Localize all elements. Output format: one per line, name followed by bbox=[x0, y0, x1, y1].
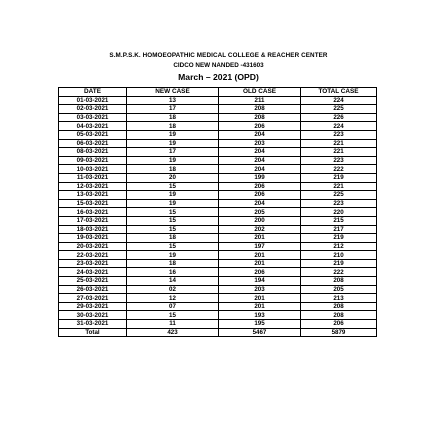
cell-new-case: 17 bbox=[127, 105, 219, 114]
cell-old-case: 193 bbox=[219, 311, 301, 320]
cell-total-case: 208 bbox=[301, 302, 377, 311]
table-total-row bbox=[59, 328, 377, 337]
table-body bbox=[59, 96, 377, 337]
cell-total-case: 223 bbox=[301, 199, 377, 208]
cell-new-case: 19 bbox=[127, 139, 219, 148]
cell-total-case: 224 bbox=[301, 122, 377, 131]
cell-date: 04-03-2021 bbox=[59, 122, 127, 131]
cell-old-case: 203 bbox=[219, 285, 301, 294]
cell-old-case: 201 bbox=[219, 294, 301, 303]
cell-total-case: 208 bbox=[301, 277, 377, 286]
cell-total-case: 224 bbox=[301, 96, 377, 105]
cell-old-case: 204 bbox=[219, 165, 301, 174]
cell-total-case: 210 bbox=[301, 251, 377, 260]
table-row bbox=[59, 139, 377, 148]
table-row bbox=[59, 199, 377, 208]
cell-new-case: 18 bbox=[127, 234, 219, 243]
cell-old-case: 211 bbox=[219, 96, 301, 105]
column-header-old-case: OLD CASE bbox=[219, 88, 301, 97]
column-header-total-case: TOTAL CASE bbox=[301, 88, 377, 97]
cell-old-case: 206 bbox=[219, 268, 301, 277]
cell-new-case: 15 bbox=[127, 216, 219, 225]
opd-table bbox=[58, 87, 377, 337]
cell-total-case: 226 bbox=[301, 113, 377, 122]
table-row bbox=[59, 277, 377, 286]
table-row bbox=[59, 302, 377, 311]
cell-new-case: 19 bbox=[127, 191, 219, 200]
cell-new-case: 02 bbox=[127, 285, 219, 294]
table-row bbox=[59, 122, 377, 131]
cell-date: 06-03-2021 bbox=[59, 139, 127, 148]
cell-old-case: 201 bbox=[219, 302, 301, 311]
cell-old-case: 204 bbox=[219, 156, 301, 165]
cell-new-case: 15 bbox=[127, 311, 219, 320]
table-row bbox=[59, 294, 377, 303]
table-row bbox=[59, 225, 377, 234]
cell-old-case: 194 bbox=[219, 277, 301, 286]
cell-date: 15-03-2021 bbox=[59, 199, 127, 208]
cell-new-case: 07 bbox=[127, 302, 219, 311]
cell-date: 09-03-2021 bbox=[59, 156, 127, 165]
cell-total-case: 217 bbox=[301, 225, 377, 234]
cell-total-case: 205 bbox=[301, 285, 377, 294]
cell-old-case: 204 bbox=[219, 148, 301, 157]
table-row bbox=[59, 130, 377, 139]
cell-date: 31-03-2021 bbox=[59, 320, 127, 329]
college-name: S.M.P.S.K. HOMOEOPATHIC MEDICAL COLLEGE & REACHER CENTER bbox=[109, 52, 328, 59]
cell-total-case: 212 bbox=[301, 242, 377, 251]
cell-old-case: 201 bbox=[219, 259, 301, 268]
cell-old-case: 197 bbox=[219, 242, 301, 251]
table-row bbox=[59, 105, 377, 114]
cell-old-case: 201 bbox=[219, 251, 301, 260]
cell-date: 30-03-2021 bbox=[59, 311, 127, 320]
cell-date: 22-03-2021 bbox=[59, 251, 127, 260]
table-row bbox=[59, 182, 377, 191]
cell-total-case: 221 bbox=[301, 148, 377, 157]
cell-date: 25-03-2021 bbox=[59, 277, 127, 286]
cell-new-case: 16 bbox=[127, 268, 219, 277]
cell-total-case: 219 bbox=[301, 173, 377, 182]
cell-new-case: 11 bbox=[127, 320, 219, 329]
cell-old-case: 206 bbox=[219, 182, 301, 191]
table-row bbox=[59, 234, 377, 243]
table-row bbox=[59, 148, 377, 157]
cell-new-case: 18 bbox=[127, 165, 219, 174]
table-header-row bbox=[59, 88, 377, 97]
college-address: CIDCO NEW NANDED -431603 bbox=[173, 62, 264, 69]
cell-old-case: 206 bbox=[219, 191, 301, 200]
cell-date: 10-03-2021 bbox=[59, 165, 127, 174]
cell-old-case: 195 bbox=[219, 320, 301, 329]
table-row bbox=[59, 113, 377, 122]
cell-date: 23-03-2021 bbox=[59, 259, 127, 268]
cell-new-case: 14 bbox=[127, 277, 219, 286]
cell-total-case: 220 bbox=[301, 208, 377, 217]
cell-total-case: 221 bbox=[301, 139, 377, 148]
table-row bbox=[59, 320, 377, 329]
cell-new-case: 19 bbox=[127, 199, 219, 208]
cell-new-case: 19 bbox=[127, 130, 219, 139]
cell-old-case: 200 bbox=[219, 216, 301, 225]
total-total-case: 5879 bbox=[301, 328, 377, 337]
cell-new-case: 18 bbox=[127, 113, 219, 122]
cell-new-case: 18 bbox=[127, 259, 219, 268]
cell-new-case: 15 bbox=[127, 242, 219, 251]
cell-total-case: 219 bbox=[301, 259, 377, 268]
table-row bbox=[59, 268, 377, 277]
cell-total-case: 223 bbox=[301, 130, 377, 139]
cell-date: 02-03-2021 bbox=[59, 105, 127, 114]
cell-date: 08-03-2021 bbox=[59, 148, 127, 157]
cell-total-case: 208 bbox=[301, 311, 377, 320]
cell-new-case: 15 bbox=[127, 208, 219, 217]
table-row bbox=[59, 191, 377, 200]
table-row bbox=[59, 208, 377, 217]
cell-date: 12-03-2021 bbox=[59, 182, 127, 191]
cell-date: 18-03-2021 bbox=[59, 225, 127, 234]
table-row bbox=[59, 173, 377, 182]
cell-new-case: 15 bbox=[127, 182, 219, 191]
cell-total-case: 225 bbox=[301, 191, 377, 200]
cell-old-case: 206 bbox=[219, 122, 301, 131]
cell-date: 16-03-2021 bbox=[59, 208, 127, 217]
total-label: Total bbox=[59, 328, 127, 337]
cell-new-case: 12 bbox=[127, 294, 219, 303]
cell-new-case: 17 bbox=[127, 148, 219, 157]
column-header-date: DATE bbox=[59, 88, 127, 97]
cell-total-case: 222 bbox=[301, 165, 377, 174]
cell-new-case: 19 bbox=[127, 251, 219, 260]
cell-date: 20-03-2021 bbox=[59, 242, 127, 251]
cell-date: 19-03-2021 bbox=[59, 234, 127, 243]
cell-date: 27-03-2021 bbox=[59, 294, 127, 303]
cell-new-case: 18 bbox=[127, 122, 219, 131]
cell-date: 26-03-2021 bbox=[59, 285, 127, 294]
cell-old-case: 208 bbox=[219, 105, 301, 114]
cell-old-case: 203 bbox=[219, 139, 301, 148]
column-header-new-case: NEW CASE bbox=[127, 88, 219, 97]
cell-old-case: 201 bbox=[219, 234, 301, 243]
report-title: March – 2021 (OPD) bbox=[178, 72, 259, 82]
table-row bbox=[59, 216, 377, 225]
cell-total-case: 225 bbox=[301, 105, 377, 114]
cell-date: 03-03-2021 bbox=[59, 113, 127, 122]
cell-new-case: 19 bbox=[127, 156, 219, 165]
cell-date: 24-03-2021 bbox=[59, 268, 127, 277]
cell-total-case: 206 bbox=[301, 320, 377, 329]
table-row bbox=[59, 311, 377, 320]
cell-total-case: 222 bbox=[301, 268, 377, 277]
cell-date: 13-03-2021 bbox=[59, 191, 127, 200]
table-row bbox=[59, 165, 377, 174]
cell-new-case: 15 bbox=[127, 225, 219, 234]
cell-total-case: 223 bbox=[301, 156, 377, 165]
total-old-case: 5467 bbox=[219, 328, 301, 337]
cell-date: 11-03-2021 bbox=[59, 173, 127, 182]
cell-date: 17-03-2021 bbox=[59, 216, 127, 225]
cell-old-case: 208 bbox=[219, 113, 301, 122]
cell-old-case: 205 bbox=[219, 208, 301, 217]
table-row bbox=[59, 96, 377, 105]
cell-old-case: 204 bbox=[219, 199, 301, 208]
table-row bbox=[59, 242, 377, 251]
cell-old-case: 199 bbox=[219, 173, 301, 182]
table-row bbox=[59, 156, 377, 165]
cell-new-case: 20 bbox=[127, 173, 219, 182]
total-new-case: 423 bbox=[127, 328, 219, 337]
cell-date: 05-03-2021 bbox=[59, 130, 127, 139]
cell-total-case: 219 bbox=[301, 234, 377, 243]
table-row bbox=[59, 259, 377, 268]
cell-total-case: 213 bbox=[301, 294, 377, 303]
cell-old-case: 202 bbox=[219, 225, 301, 234]
cell-total-case: 221 bbox=[301, 182, 377, 191]
cell-new-case: 13 bbox=[127, 96, 219, 105]
table-row bbox=[59, 285, 377, 294]
cell-total-case: 215 bbox=[301, 216, 377, 225]
cell-date: 29-03-2021 bbox=[59, 302, 127, 311]
cell-date: 01-03-2021 bbox=[59, 96, 127, 105]
table-row bbox=[59, 251, 377, 260]
cell-old-case: 204 bbox=[219, 130, 301, 139]
